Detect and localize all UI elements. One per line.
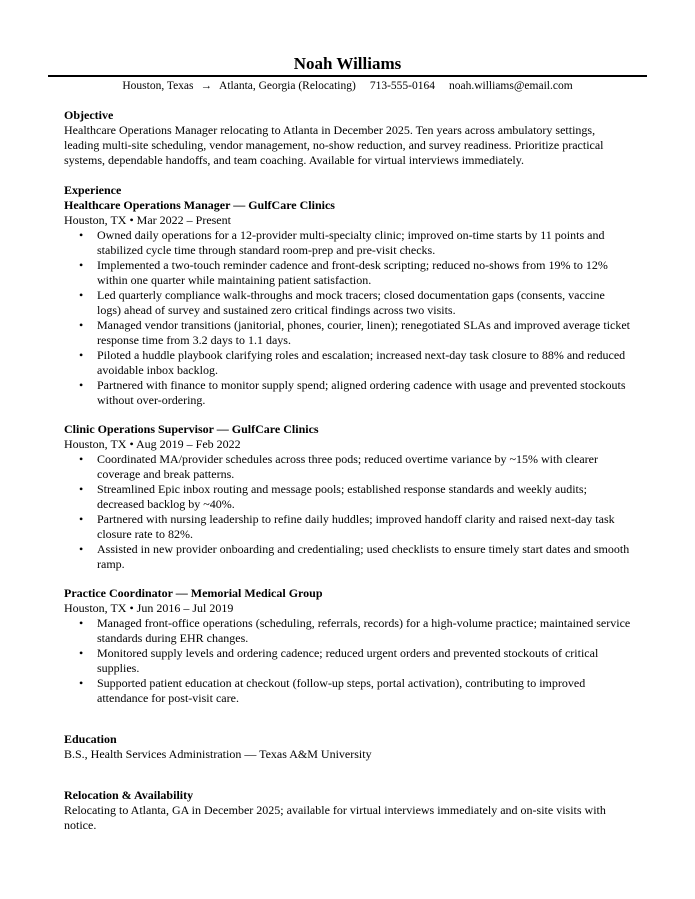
contact-phone: 713-555-0164	[369, 80, 435, 92]
job-meta: Houston, TX • Aug 2019 – Feb 2022	[64, 437, 241, 451]
job-bullet-list	[64, 452, 631, 572]
arrow-right-icon: →	[200, 80, 213, 92]
job-bullet-list	[64, 228, 631, 408]
relocation-heading: Relocation & Availability	[64, 788, 194, 802]
experience-heading: Experience	[64, 183, 122, 197]
bullet-item: • Managed vendor transitions (janitorial, phones, courier, linen); renegotiated SLAs and improved average ticket response time from 3.2 days to 1.1 days.	[97, 318, 631, 348]
relocation-route	[122, 79, 355, 93]
section-relocation	[64, 788, 631, 833]
job-entry-memorial-coordinator	[64, 586, 631, 706]
bullet-item: • Led quarterly compliance walk-throughs and mock tracers; closed documentation gaps (consents, vaccine logs) ahead of survey and sustained zero critical findings across two visits.	[97, 288, 631, 318]
bullet-item: • Streamlined Epic inbox routing and message pools; established response standards and weekly audits; decreased backlog by ~40%.	[97, 482, 631, 512]
section-experience	[64, 183, 631, 706]
bullet-item: • Monitored supply levels and ordering cadence; reduced urgent orders and prevented stockouts of critical supplies.	[97, 646, 631, 676]
job-title: Clinic Operations Supervisor — GulfCare Clinics	[64, 422, 319, 436]
contact-email: noah.williams@email.com	[449, 80, 573, 92]
contact-line	[64, 79, 631, 93]
objective-heading: Objective	[64, 108, 114, 122]
bullet-item: • Coordinated MA/provider schedules across three pods; reduced overtime variance by ~15% with clearer coverage and break patterns.	[97, 452, 631, 482]
education-heading: Education	[64, 732, 117, 746]
header-divider	[48, 75, 647, 77]
bullet-item: • Partnered with nursing leadership to refine daily huddles; improved handoff clarity and raised next-day task closure rate to 82%.	[97, 512, 631, 542]
bullet-item: • Owned daily operations for a 12-provider multi-specialty clinic; improved on-time starts by 11 points and stabilized cycle time through standard room-prep and pre-visit checks.	[97, 228, 631, 258]
job-bullet-list	[64, 616, 631, 706]
bullet-item: • Assisted in new provider onboarding and credentialing; used checklists to ensure timely start dates and smooth ramp.	[97, 542, 631, 572]
relocation-body: Relocating to Atlanta, GA in December 2025; available for virtual interviews immediately and on-site visits with notice.	[64, 803, 606, 832]
job-title: Practice Coordinator — Memorial Medical Group	[64, 586, 323, 600]
bullet-item: • Implemented a two-touch reminder cadence and front-desk scripting; reduced no-shows from 19% to 12% within one quarter while maintaining patient satisfaction.	[97, 258, 631, 288]
bullet-item: • Partnered with finance to monitor supply spend; aligned ordering cadence with usage and prevented stockouts without over-ordering.	[97, 378, 631, 408]
bullet-item: • Managed front-office operations (scheduling, referrals, records) for a high-volume practice; maintained service standards during EHR changes.	[97, 616, 631, 646]
job-meta: Houston, TX • Jun 2016 – Jul 2019	[64, 601, 234, 615]
job-meta: Houston, TX • Mar 2022 – Present	[64, 213, 231, 227]
contact-location: Houston, Texas	[122, 80, 194, 92]
section-objective	[64, 108, 631, 168]
contact-destination: Atlanta, Georgia (Relocating)	[219, 80, 356, 92]
job-entry-gulfcare-manager	[64, 198, 631, 408]
section-education	[64, 732, 631, 762]
job-title: Healthcare Operations Manager — GulfCare Clinics	[64, 198, 335, 212]
objective-body: Healthcare Operations Manager relocating to Atlanta in December 2025. Ten years across ambulatory settings, leading multi-site scheduling, vendor management, no-show reduction, and survey readiness. Prioritize practical systems, dependable handoffs, and team coaching. Available for virtual interviews immediately.	[64, 123, 604, 167]
education-body: B.S., Health Services Administration — Texas A&M University	[64, 747, 372, 761]
candidate-name: Noah Williams	[293, 54, 402, 73]
job-entry-gulfcare-supervisor	[64, 422, 631, 572]
bullet-item: • Supported patient education at checkout (follow-up steps, portal activation), contributing to improved attendance for post-visit care.	[97, 676, 631, 706]
bullet-item: • Piloted a huddle playbook clarifying roles and escalation; increased next-day task closure to 88% and reduced avoidable inbox backlog.	[97, 348, 631, 378]
